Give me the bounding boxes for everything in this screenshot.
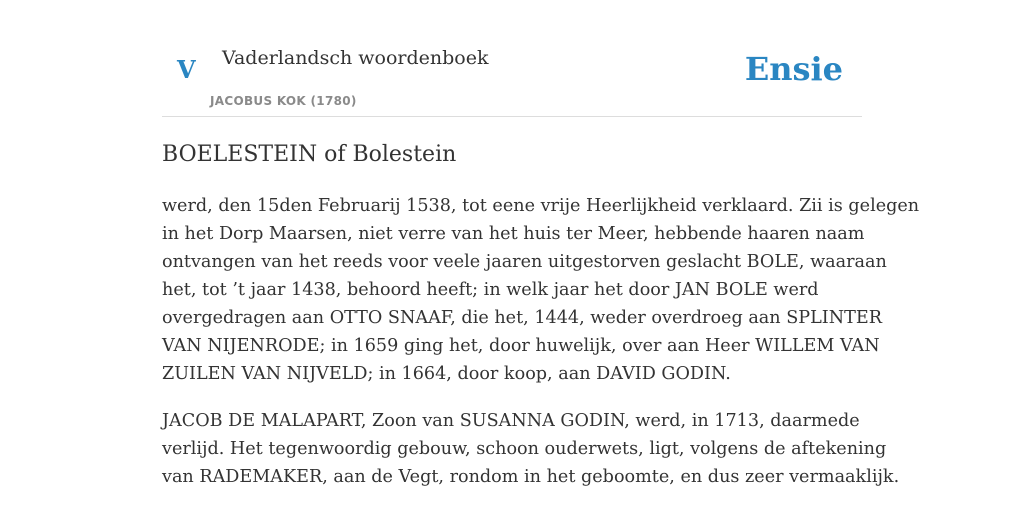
text-line: ontvangen van het reeds voor veele jaaren uitgestorven geslacht BOLE, waaraan (162, 252, 887, 272)
book-author: JACOBUS KOK (1780) (210, 94, 357, 108)
entry-body (162, 192, 920, 510)
entry-title: BOELESTEIN of Bolestein (162, 142, 457, 167)
text-line: verlijd. Het tegenwoordig gebouw, schoon ouderwets, ligt, volgens de aftekening (162, 439, 887, 459)
text-line: van RADEMAKER, aan de Vegt, rondom in het geboomte, en dus zeer vermaaklijk. (162, 467, 900, 487)
text-line: werd, den 15den Februarij 1538, tot eene vrije Heerlijkheid verklaard. Zii is gelegen (162, 196, 920, 216)
text-line: het, tot ’t jaar 1438, behoord heeft; in welk jaar het door JAN BOLE werd (162, 280, 819, 300)
paragraph (162, 407, 900, 491)
header (162, 0, 862, 117)
paragraph (162, 192, 920, 388)
page-container (162, 0, 920, 487)
text-line: in het Dorp Maarsen, niet verre van het huis ter Meer, hebbende haaren naam (162, 224, 865, 244)
text-line: overgedragen aan OTTO SNAAF, die het, 1444, weder overdroeg aan SPLINTER (162, 308, 882, 328)
book-title-link[interactable]: Vaderlandsch woordenboek (222, 47, 489, 69)
text-line: JACOB DE MALAPART, Zoon van SUSANNA GODIN, werd, in 1713, daarmede (162, 411, 860, 431)
book-letter-icon[interactable]: V (177, 55, 196, 84)
text-line: ZUILEN VAN NIJVELD; in 1664, door koop, aan DAVID GODIN. (162, 364, 731, 384)
brand-logo[interactable]: Ensie (744, 50, 843, 88)
text-line: VAN NIJENRODE; in 1659 ging het, door huwelijk, over aan Heer WILLEM VAN (162, 336, 880, 356)
